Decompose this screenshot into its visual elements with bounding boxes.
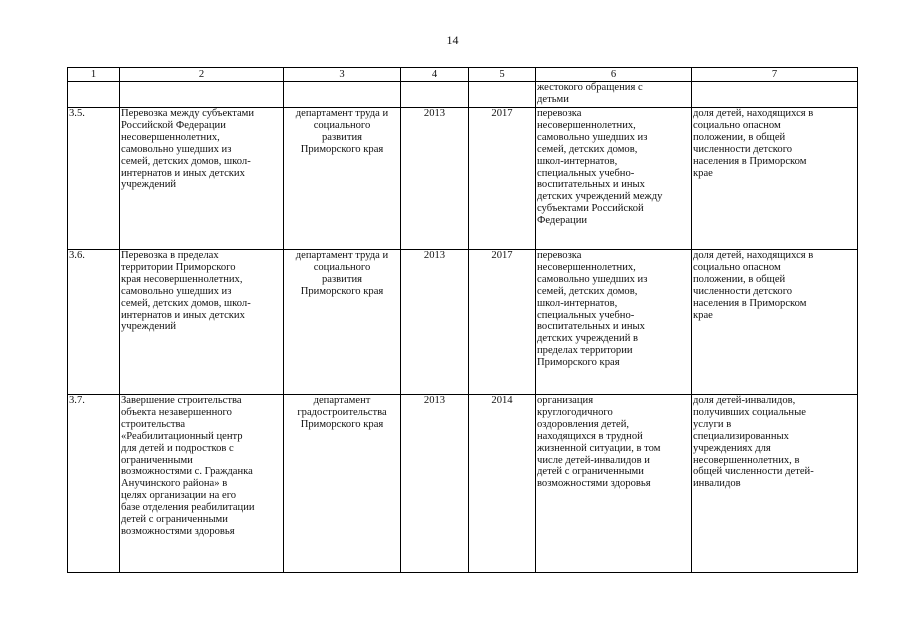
cell-line: несовершеннолетних,: [537, 261, 636, 273]
cell-line: получивших социальные: [693, 406, 806, 418]
cell-line: Приморского края: [300, 285, 384, 297]
cell-line: семей, детских домов, школ-: [121, 297, 251, 309]
expected-result-cell: [536, 250, 692, 395]
column-header-2: 2: [120, 68, 284, 82]
indicator-cell: [692, 395, 858, 573]
cell-line: услуги в: [693, 418, 732, 430]
cell-line: социального: [313, 261, 371, 273]
column-header-3: 3: [284, 68, 401, 82]
cell-line: детских учреждений в: [537, 333, 639, 345]
cell-line: семей, детских домов,: [537, 285, 638, 297]
cell-line: находящихся в трудной: [537, 430, 643, 442]
column-header-5: 5: [469, 68, 536, 82]
end-year: 2014: [469, 395, 536, 573]
cell-line: развития: [321, 131, 363, 143]
table-row: [68, 395, 858, 573]
cell-line: департамент труда и: [295, 250, 389, 261]
cell-line: населения в Приморском: [693, 155, 807, 167]
cell-line: субъектами Российской: [537, 203, 644, 215]
cell-line: учреждениях для: [693, 442, 771, 454]
cell-line: социального: [313, 119, 371, 131]
measure-name-cell: [120, 250, 284, 395]
cell-line: целях организации на его: [121, 490, 237, 502]
cell-line: департамент труда и: [295, 108, 389, 119]
cell-line: самовольно ушедших из: [537, 131, 648, 143]
cell-line: объекта незавершенного: [121, 406, 232, 418]
cell-line: населения в Приморском: [693, 297, 807, 309]
row-number: 3.7.: [68, 395, 120, 573]
continuation-result-cell: [536, 82, 692, 108]
cell-line: воспитательных и иных: [537, 179, 645, 191]
cell-line: доля детей, находящихся в: [693, 250, 814, 261]
cell-line: специализированных: [693, 430, 789, 442]
cell-line: специальных учебно-: [537, 309, 635, 321]
row-number: 3.5.: [68, 108, 120, 250]
cell-line: самовольно ушедших из: [537, 273, 648, 285]
table-row: [68, 250, 858, 395]
cell-line: для детей и подростков с: [121, 442, 234, 454]
cell-line: организация: [537, 395, 594, 406]
continuation-cell-2: [120, 82, 284, 108]
continuation-cell-1: [68, 82, 120, 108]
cell-line: возможностями здоровья: [537, 478, 651, 490]
continuation-cell-7: [692, 82, 858, 108]
cell-line: специальных учебно-: [537, 167, 635, 179]
cell-line: Завершение строительства: [121, 395, 242, 406]
responsible-department-cell: [284, 395, 401, 573]
cell-line: ограниченными: [121, 454, 193, 466]
responsible-department-cell: [284, 108, 401, 250]
responsible-department-cell: [284, 250, 401, 395]
end-year: 2017: [469, 108, 536, 250]
cell-line: детей с ограниченными: [537, 466, 644, 478]
continuation-cell-3: [284, 82, 401, 108]
cell-line: положении, в общей: [693, 131, 786, 143]
cell-line: общей численности детей-: [693, 466, 814, 478]
measure-name-cell: [120, 108, 284, 250]
indicator-cell: [692, 250, 858, 395]
table-row: [68, 108, 858, 250]
cell-line: возможностями с. Гражданка: [121, 466, 253, 478]
column-header-1: 1: [68, 68, 120, 82]
cell-line: социально опасном: [693, 261, 781, 273]
cell-line: перевозка: [537, 108, 582, 119]
cell-line: крае: [693, 309, 713, 321]
cell-line: круглогодичного: [537, 406, 613, 418]
column-number-row: [68, 68, 858, 82]
cell-line: жизненной ситуации, в том: [537, 442, 661, 454]
cell-line: «Реабилитационный центр: [121, 430, 243, 442]
cell-line: доля детей, находящихся в: [693, 108, 814, 119]
program-table: [67, 67, 858, 573]
cell-line: интернатов и иных детских: [121, 167, 245, 179]
row-number: 3.6.: [68, 250, 120, 395]
start-year: 2013: [401, 108, 469, 250]
cell-line: Приморского края: [537, 357, 620, 369]
cell-line: школ-интернатов,: [537, 155, 618, 167]
cell-line: социально опасном: [693, 119, 781, 131]
cell-line: несовершеннолетних,: [537, 119, 636, 131]
cell-line: инвалидов: [693, 478, 741, 490]
continuation-cell-4: [401, 82, 469, 108]
column-header-4: 4: [401, 68, 469, 82]
cell-line: градостроительства: [297, 406, 387, 418]
cell-line: несовершеннолетних, в: [693, 454, 800, 466]
expected-result-cell: [536, 395, 692, 573]
cell-line: несовершеннолетних,: [121, 131, 220, 143]
measure-name-cell: [120, 395, 284, 573]
cell-line: развития: [321, 273, 363, 285]
cell-line: базе отделения реабилитации: [121, 502, 255, 514]
cell-line: крае: [693, 167, 713, 179]
end-year: 2017: [469, 250, 536, 395]
cell-line: интернатов и иных детских: [121, 309, 245, 321]
expected-result-cell: [536, 108, 692, 250]
cell-line: края несовершеннолетних,: [121, 273, 243, 285]
column-header-6: 6: [536, 68, 692, 82]
continuation-row: [68, 82, 858, 108]
cell-line: Федерации: [537, 215, 588, 227]
cell-line: Приморского края: [300, 143, 384, 155]
cell-line: самовольно ушедших из: [121, 143, 232, 155]
start-year: 2013: [401, 250, 469, 395]
cell-line: Анучинского района» в: [121, 478, 228, 490]
cell-line: численности детского: [693, 143, 793, 155]
cell-line: строительства: [121, 418, 186, 430]
cell-line: доля детей-инвалидов,: [693, 395, 796, 406]
cell-line: Перевозка в пределах: [121, 250, 219, 261]
cell-line: школ-интернатов,: [537, 297, 618, 309]
cell-line: возможностями здоровья: [121, 525, 235, 537]
cell-line: учреждений: [121, 321, 177, 333]
cell-line: числе детей-инвалидов и: [537, 454, 650, 466]
cell-line: детских учреждений между: [537, 191, 663, 203]
cell-line: семей, детских домов,: [537, 143, 638, 155]
cell-line: Перевозка между субъектами: [121, 108, 255, 119]
page-number: 14: [446, 33, 459, 47]
cell-line: департамент: [313, 395, 371, 406]
cell-line: численности детского: [693, 285, 793, 297]
cell-line: самовольно ушедших из: [121, 285, 232, 297]
continuation-line: жестокого обращения с: [537, 82, 643, 93]
cell-line: перевозка: [537, 250, 582, 261]
continuation-line: детьми: [537, 93, 569, 105]
start-year: 2013: [401, 395, 469, 573]
cell-line: территории Приморского: [121, 261, 236, 273]
column-header-7: 7: [692, 68, 858, 82]
indicator-cell: [692, 108, 858, 250]
cell-line: учреждений: [121, 179, 177, 191]
cell-line: семей, детских домов, школ-: [121, 155, 251, 167]
cell-line: детей с ограниченными: [121, 514, 228, 526]
cell-line: воспитательных и иных: [537, 321, 645, 333]
continuation-cell-5: [469, 82, 536, 108]
cell-line: Приморского края: [300, 418, 384, 430]
cell-line: оздоровления детей,: [537, 418, 630, 430]
cell-line: Российской Федерации: [121, 119, 226, 131]
cell-line: положении, в общей: [693, 273, 786, 285]
cell-line: пределах территории: [537, 345, 633, 357]
